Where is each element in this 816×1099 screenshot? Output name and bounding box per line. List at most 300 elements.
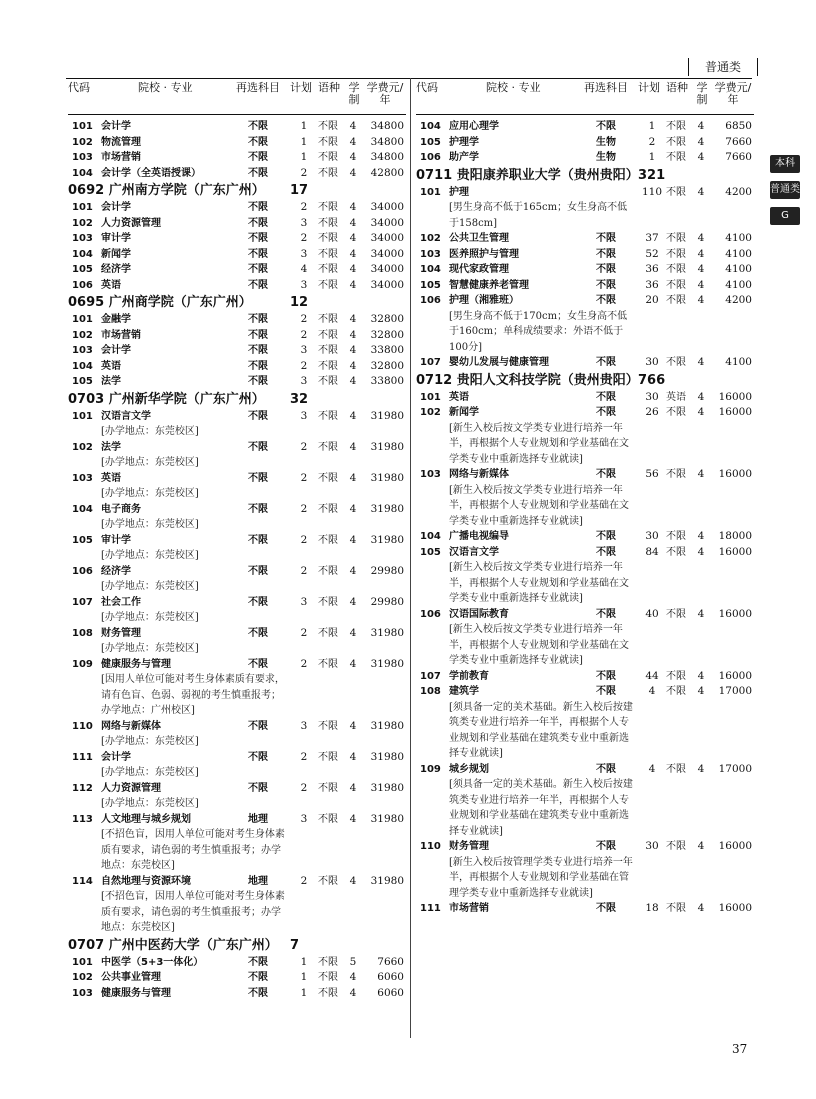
plan-count: 3 bbox=[300, 247, 308, 260]
major-row bbox=[416, 247, 754, 263]
tuition-fee: 7660 bbox=[725, 135, 752, 148]
plan-count: 3 bbox=[300, 216, 308, 229]
major-note: [办学地点：东莞校区] bbox=[101, 519, 199, 530]
study-years: 4 bbox=[349, 657, 357, 670]
tuition-fee: 16000 bbox=[718, 840, 752, 852]
study-years: 4 bbox=[349, 263, 357, 275]
tuition-fee: 6850 bbox=[725, 120, 752, 132]
language: 不限 bbox=[318, 987, 338, 999]
table-header bbox=[416, 82, 754, 114]
subject-req: 不限 bbox=[248, 314, 268, 325]
language: 不限 bbox=[666, 121, 686, 132]
institution-total: 321 bbox=[638, 167, 666, 183]
major-code: 103 bbox=[72, 472, 93, 484]
study-years: 4 bbox=[349, 201, 357, 213]
study-years: 4 bbox=[697, 762, 705, 775]
major-note: [新生入校后按文学类专业进行培养一年半，再根据个人专业规划和学业基础在文学类专业中重新选择专业就读] bbox=[449, 562, 629, 604]
major-row bbox=[68, 119, 406, 135]
study-years: 4 bbox=[697, 545, 705, 558]
plan-count: 30 bbox=[645, 530, 659, 542]
major-row bbox=[68, 262, 406, 278]
major-code: 104 bbox=[420, 121, 441, 132]
tuition-fee: 34800 bbox=[370, 120, 404, 132]
tuition-fee: 17000 bbox=[718, 685, 752, 697]
language: 不限 bbox=[318, 376, 338, 387]
major-name: 物流管理 bbox=[101, 136, 141, 148]
language: 不限 bbox=[318, 441, 338, 453]
right-body bbox=[416, 119, 754, 917]
major-note: [办学地点：东莞校区] bbox=[101, 488, 199, 499]
tuition-fee: 31980 bbox=[370, 626, 404, 639]
subject-req: 不限 bbox=[248, 441, 268, 453]
major-row bbox=[416, 405, 754, 421]
major-code: 101 bbox=[420, 391, 441, 403]
tuition-fee: 31980 bbox=[370, 502, 404, 515]
major-name: 网络与新媒体 bbox=[101, 720, 161, 732]
major-row bbox=[416, 545, 754, 561]
major-code: 102 bbox=[72, 136, 93, 148]
subject-req: 不限 bbox=[596, 841, 616, 852]
major-name: 会计学（全英语授课） bbox=[101, 167, 201, 179]
subject-req: 不限 bbox=[248, 202, 268, 213]
major-code: 103 bbox=[420, 248, 441, 260]
major-row bbox=[68, 135, 406, 151]
top-rule bbox=[66, 78, 752, 79]
major-code: 105 bbox=[72, 376, 93, 387]
plan-count: 2 bbox=[300, 359, 308, 372]
institution-name: 0692 广州南方学院（广东广州） bbox=[68, 183, 265, 198]
plan-count: 3 bbox=[300, 375, 308, 387]
major-row bbox=[68, 409, 406, 425]
language: 不限 bbox=[666, 608, 686, 620]
header-code: 代码 bbox=[68, 81, 90, 94]
major-row bbox=[68, 781, 406, 797]
right-column bbox=[416, 82, 754, 917]
left-column bbox=[68, 82, 406, 1001]
major-code: 101 bbox=[420, 186, 441, 198]
study-years: 4 bbox=[349, 278, 357, 291]
major-row bbox=[68, 200, 406, 216]
institution-name: 0707 广州中医药大学（广东广州） bbox=[68, 937, 278, 953]
language: 不限 bbox=[666, 763, 686, 775]
major-row bbox=[68, 657, 406, 673]
major-code: 103 bbox=[72, 987, 93, 999]
tuition-fee: 31980 bbox=[370, 781, 404, 794]
major-name: 建筑学 bbox=[449, 686, 479, 697]
plan-count: 3 bbox=[300, 278, 308, 291]
tuition-fee: 16000 bbox=[718, 902, 752, 914]
tuition-fee: 34000 bbox=[370, 232, 404, 244]
major-code: 102 bbox=[72, 329, 93, 341]
major-name: 人力资源管理 bbox=[101, 217, 161, 229]
major-name: 应用心理学 bbox=[449, 121, 499, 132]
major-name: 会计学 bbox=[101, 751, 131, 763]
tuition-fee: 7660 bbox=[377, 955, 404, 968]
tuition-fee: 4100 bbox=[725, 278, 752, 291]
plan-count: 2 bbox=[300, 874, 308, 887]
plan-count: 2 bbox=[300, 564, 308, 577]
study-years: 4 bbox=[349, 166, 357, 179]
major-code: 106 bbox=[72, 565, 93, 577]
major-note: [不招色盲，因用人单位可能对考生身体素质有要求，请色弱的考生慎重报考；办学地点：东莞校区] bbox=[101, 891, 285, 933]
major-code: 103 bbox=[72, 233, 93, 244]
major-code: 103 bbox=[72, 345, 93, 356]
study-years: 4 bbox=[697, 185, 705, 198]
subject-req: 不限 bbox=[248, 503, 268, 515]
institution-heading bbox=[416, 372, 754, 389]
major-row bbox=[68, 150, 406, 166]
major-row bbox=[416, 390, 754, 406]
plan-count: 1 bbox=[300, 955, 308, 968]
major-code: 104 bbox=[72, 167, 93, 179]
major-row bbox=[68, 471, 406, 487]
plan-count: 1 bbox=[648, 151, 656, 163]
major-code: 102 bbox=[72, 972, 93, 983]
language: 不限 bbox=[318, 202, 338, 213]
major-code: 108 bbox=[420, 686, 441, 697]
subject-req: 不限 bbox=[248, 627, 268, 639]
major-name: 广播电视编导 bbox=[449, 531, 509, 542]
major-code: 104 bbox=[72, 503, 93, 515]
major-row bbox=[416, 839, 754, 855]
tuition-fee: 6060 bbox=[377, 986, 404, 999]
language: 不限 bbox=[318, 627, 338, 639]
study-years: 4 bbox=[697, 247, 705, 260]
tuition-fee: 31980 bbox=[370, 750, 404, 763]
major-note: [因用人单位可能对考生身体素质有要求，请有色盲、色弱、弱视的考生慎重报考；办学地点：广州校区] bbox=[101, 674, 285, 716]
language: 不限 bbox=[666, 152, 686, 163]
major-code: 112 bbox=[72, 782, 93, 794]
major-row bbox=[68, 216, 406, 232]
major-name: 新闻学 bbox=[449, 407, 479, 418]
major-name: 汉语言文学 bbox=[101, 410, 151, 422]
major-code: 111 bbox=[72, 751, 93, 763]
subject-req: 不限 bbox=[596, 531, 616, 542]
subject-req: 不限 bbox=[248, 720, 268, 732]
plan-count: 2 bbox=[300, 657, 308, 670]
tuition-fee: 32800 bbox=[370, 359, 404, 372]
language: 不限 bbox=[666, 136, 686, 148]
major-name: 现代家政管理 bbox=[449, 264, 509, 275]
subject-req: 不限 bbox=[248, 987, 268, 999]
plan-count: 2 bbox=[300, 750, 308, 763]
major-row bbox=[416, 185, 754, 201]
plan-count: 2 bbox=[300, 440, 308, 453]
language: 不限 bbox=[318, 360, 338, 372]
language: 不限 bbox=[318, 233, 338, 244]
language: 不限 bbox=[318, 121, 338, 132]
major-name: 人文地理与城乡规划 bbox=[101, 813, 191, 825]
major-row bbox=[68, 278, 406, 294]
major-name: 会计学 bbox=[101, 345, 131, 356]
major-name: 英语 bbox=[449, 391, 469, 403]
major-code: 113 bbox=[72, 813, 93, 825]
left-body bbox=[68, 119, 406, 1001]
language: 不限 bbox=[318, 956, 338, 968]
language: 不限 bbox=[666, 357, 686, 368]
header-name: 院校 · 专业 bbox=[486, 81, 541, 94]
study-years: 4 bbox=[349, 344, 357, 356]
major-note: [办学地点：东莞校区] bbox=[101, 736, 199, 747]
tuition-fee: 34800 bbox=[370, 151, 404, 163]
major-name: 市场营销 bbox=[449, 903, 489, 914]
major-row bbox=[68, 750, 406, 766]
subject-req: 不限 bbox=[596, 903, 616, 914]
language: 不限 bbox=[318, 503, 338, 515]
plan-count: 4 bbox=[300, 263, 308, 275]
study-years: 4 bbox=[697, 530, 705, 542]
study-years: 4 bbox=[697, 468, 705, 480]
major-note: [办学地点：东莞校区] bbox=[101, 426, 199, 437]
plan-count: 20 bbox=[645, 294, 659, 306]
language: 不限 bbox=[666, 531, 686, 542]
major-name: 审计学 bbox=[101, 233, 131, 244]
major-code: 104 bbox=[420, 264, 441, 275]
language: 不限 bbox=[666, 295, 686, 306]
header-fee: 学费元/年 bbox=[366, 81, 404, 106]
plan-count: 1 bbox=[300, 120, 308, 132]
major-row bbox=[68, 874, 406, 890]
major-row bbox=[416, 607, 754, 623]
plan-count: 110 bbox=[642, 185, 663, 198]
tuition-fee: 4100 bbox=[725, 263, 752, 275]
subject-req: 不限 bbox=[248, 121, 268, 132]
subject-req: 不限 bbox=[248, 345, 268, 356]
major-code: 102 bbox=[72, 217, 93, 229]
major-name: 会计学 bbox=[101, 202, 131, 213]
major-name: 智慧健康养老管理 bbox=[449, 279, 529, 291]
subject-req: 不限 bbox=[248, 596, 268, 608]
study-years: 4 bbox=[697, 232, 705, 244]
header-rule bbox=[416, 114, 754, 115]
study-years: 4 bbox=[697, 135, 705, 148]
plan-count: 1 bbox=[300, 151, 308, 163]
tuition-fee: 31980 bbox=[370, 812, 404, 825]
header-years: 学制 bbox=[696, 81, 708, 106]
study-years: 4 bbox=[349, 247, 357, 260]
major-name: 财务管理 bbox=[449, 841, 489, 852]
language: 不限 bbox=[318, 534, 338, 546]
major-code: 101 bbox=[72, 121, 93, 132]
header-lang: 语种 bbox=[666, 81, 688, 94]
subject-req: 不限 bbox=[248, 279, 268, 291]
institution-total: 32 bbox=[290, 391, 309, 407]
institution-heading bbox=[68, 391, 406, 408]
subject-req: 不限 bbox=[248, 217, 268, 229]
major-row bbox=[68, 343, 406, 359]
major-name: 法学 bbox=[101, 441, 121, 453]
subject-req: 不限 bbox=[596, 279, 616, 291]
major-row bbox=[68, 328, 406, 344]
major-row bbox=[416, 119, 754, 135]
major-name: 人力资源管理 bbox=[101, 782, 161, 794]
subject-req: 不限 bbox=[248, 658, 268, 670]
subject-req: 不限 bbox=[596, 233, 616, 244]
major-name: 汉语国际教育 bbox=[449, 608, 509, 620]
major-note: [办学地点：东莞校区] bbox=[101, 581, 199, 592]
study-years: 4 bbox=[349, 216, 357, 229]
major-name: 市场营销 bbox=[101, 152, 141, 163]
major-row bbox=[68, 955, 406, 971]
plan-count: 2 bbox=[300, 626, 308, 639]
major-row bbox=[68, 166, 406, 182]
plan-count: 36 bbox=[645, 263, 659, 275]
major-name: 健康服务与管理 bbox=[101, 987, 171, 999]
major-code: 106 bbox=[420, 608, 441, 620]
subject-req: 不限 bbox=[248, 565, 268, 577]
language: 不限 bbox=[318, 813, 338, 825]
study-years: 4 bbox=[697, 294, 705, 306]
subject-req: 地理 bbox=[248, 875, 268, 887]
tuition-fee: 34000 bbox=[370, 278, 404, 291]
major-name: 自然地理与资源环境 bbox=[101, 875, 191, 887]
institution-heading bbox=[68, 182, 406, 199]
study-years: 4 bbox=[697, 278, 705, 291]
major-row bbox=[68, 719, 406, 735]
plan-count: 84 bbox=[645, 545, 659, 558]
plan-count: 2 bbox=[300, 533, 308, 546]
subject-req: 不限 bbox=[596, 295, 616, 306]
major-note: [办学地点：东莞校区] bbox=[101, 798, 199, 809]
major-row bbox=[68, 502, 406, 518]
major-name: 医养照护与管理 bbox=[449, 248, 519, 260]
language: 不限 bbox=[666, 903, 686, 914]
major-name: 婴幼儿发展与健康管理 bbox=[449, 357, 549, 368]
major-note: [男生身高不低于170cm；女生身高不低于160cm；单科成绩要求：外语不低于100分] bbox=[449, 310, 628, 353]
plan-count: 1 bbox=[300, 135, 308, 148]
plan-count: 3 bbox=[300, 344, 308, 356]
plan-count: 2 bbox=[300, 201, 308, 213]
study-years: 4 bbox=[697, 669, 705, 682]
institution-name: 0711 贵阳康养职业大学（贵州贵阳） bbox=[416, 167, 639, 183]
language: 不限 bbox=[666, 841, 686, 852]
language: 不限 bbox=[318, 264, 338, 275]
plan-count: 3 bbox=[300, 719, 308, 732]
tuition-fee: 16000 bbox=[718, 468, 752, 480]
language: 不限 bbox=[318, 875, 338, 887]
study-years: 4 bbox=[697, 263, 705, 275]
major-note: [新生入校后按文学类专业进行培养一年半，再根据个人专业规划和学业基础在文学类专业中重新选择专业就读] bbox=[449, 624, 629, 666]
tuition-fee: 32800 bbox=[370, 328, 404, 341]
language: 不限 bbox=[318, 751, 338, 763]
language: 不限 bbox=[318, 314, 338, 325]
institution-heading bbox=[68, 294, 406, 311]
tuition-fee: 17000 bbox=[718, 762, 752, 775]
major-name: 审计学 bbox=[101, 534, 131, 546]
language: 不限 bbox=[666, 279, 686, 291]
plan-count: 2 bbox=[648, 135, 656, 148]
major-name: 经济学 bbox=[101, 565, 131, 577]
institution-heading bbox=[68, 937, 406, 954]
plan-count: 1 bbox=[300, 971, 308, 983]
major-row bbox=[416, 529, 754, 545]
language: 不限 bbox=[318, 279, 338, 291]
major-code: 114 bbox=[72, 875, 93, 887]
major-row bbox=[416, 762, 754, 778]
tuition-fee: 33800 bbox=[370, 375, 404, 387]
major-row bbox=[416, 467, 754, 483]
table-header bbox=[68, 82, 406, 114]
major-code: 103 bbox=[72, 152, 93, 163]
study-years: 4 bbox=[349, 986, 357, 999]
major-code: 109 bbox=[420, 763, 441, 775]
major-code: 104 bbox=[72, 360, 93, 372]
language: 不限 bbox=[318, 658, 338, 670]
major-note: [不招色盲，因用人单位可能对考生身体素质有要求，请色弱的考生慎重报考；办学地点：东莞校区] bbox=[101, 829, 285, 871]
language: 不限 bbox=[666, 264, 686, 275]
institution-name: 0712 贵阳人文科技学院（贵州贵阳） bbox=[416, 372, 639, 388]
major-code: 102 bbox=[72, 441, 93, 453]
subject-req: 不限 bbox=[248, 233, 268, 244]
major-name: 汉语言文学 bbox=[449, 546, 499, 558]
major-row bbox=[68, 247, 406, 263]
major-code: 101 bbox=[72, 410, 93, 422]
study-years: 4 bbox=[349, 120, 357, 132]
language: 不限 bbox=[318, 720, 338, 732]
side-tab-undergrad: 本科 bbox=[770, 155, 800, 173]
subject-req: 不限 bbox=[596, 121, 616, 132]
major-note: [新生入校后按管理学类专业进行培养一年半，再根据个人专业规划和学业基础在管理学类专业中重新选择专业就读] bbox=[449, 856, 633, 899]
language: 英语 bbox=[666, 391, 686, 403]
major-row bbox=[416, 355, 754, 371]
major-name: 法学 bbox=[101, 376, 121, 387]
tuition-fee: 16000 bbox=[718, 406, 752, 418]
institution-total: 12 bbox=[290, 295, 309, 310]
institution-name: 0703 广州新华学院（广东广州） bbox=[68, 391, 265, 407]
major-row bbox=[416, 262, 754, 278]
plan-count: 2 bbox=[300, 232, 308, 244]
major-note: [新生入校后按文学类专业进行培养一年半，再根据个人专业规划和学业基础在文学类专业中重新选择专业就读] bbox=[449, 484, 629, 527]
study-years: 4 bbox=[349, 135, 357, 148]
header-lang: 语种 bbox=[318, 81, 340, 94]
subject-req: 不限 bbox=[596, 264, 616, 275]
tuition-fee: 4100 bbox=[725, 356, 752, 368]
subject-req: 不限 bbox=[248, 956, 268, 968]
major-code: 108 bbox=[72, 627, 93, 639]
major-code: 107 bbox=[420, 357, 441, 368]
plan-count: 2 bbox=[300, 502, 308, 515]
language: 不限 bbox=[318, 248, 338, 260]
plan-count: 1 bbox=[648, 120, 656, 132]
tuition-fee: 33800 bbox=[370, 344, 404, 356]
header-subject: 再选科目 bbox=[236, 81, 280, 94]
institution-name: 0695 广州商学院（广东广州） bbox=[68, 295, 252, 310]
side-tab-letter: G bbox=[770, 207, 800, 225]
major-code: 105 bbox=[420, 546, 441, 558]
tuition-fee: 4200 bbox=[725, 294, 752, 306]
tuition-fee: 4100 bbox=[725, 247, 752, 260]
major-row bbox=[68, 374, 406, 390]
plan-count: 30 bbox=[645, 356, 659, 368]
plan-count: 2 bbox=[300, 781, 308, 794]
subject-req: 不限 bbox=[248, 248, 268, 260]
plan-count: 52 bbox=[645, 247, 659, 260]
major-code: 104 bbox=[72, 248, 93, 260]
major-row bbox=[68, 626, 406, 642]
subject-req: 不限 bbox=[596, 546, 616, 558]
study-years: 4 bbox=[349, 874, 357, 887]
plan-count: 18 bbox=[645, 902, 659, 914]
header-name: 院校 · 专业 bbox=[138, 81, 193, 94]
language: 不限 bbox=[666, 248, 686, 260]
tuition-fee: 4200 bbox=[725, 185, 752, 198]
study-years: 4 bbox=[349, 151, 357, 163]
tuition-fee: 16000 bbox=[718, 607, 752, 620]
major-note: [办学地点：东莞校区] bbox=[101, 612, 199, 623]
major-name: 学前教育 bbox=[449, 670, 489, 682]
subject-req: 不限 bbox=[248, 360, 268, 372]
major-code: 109 bbox=[72, 658, 93, 670]
